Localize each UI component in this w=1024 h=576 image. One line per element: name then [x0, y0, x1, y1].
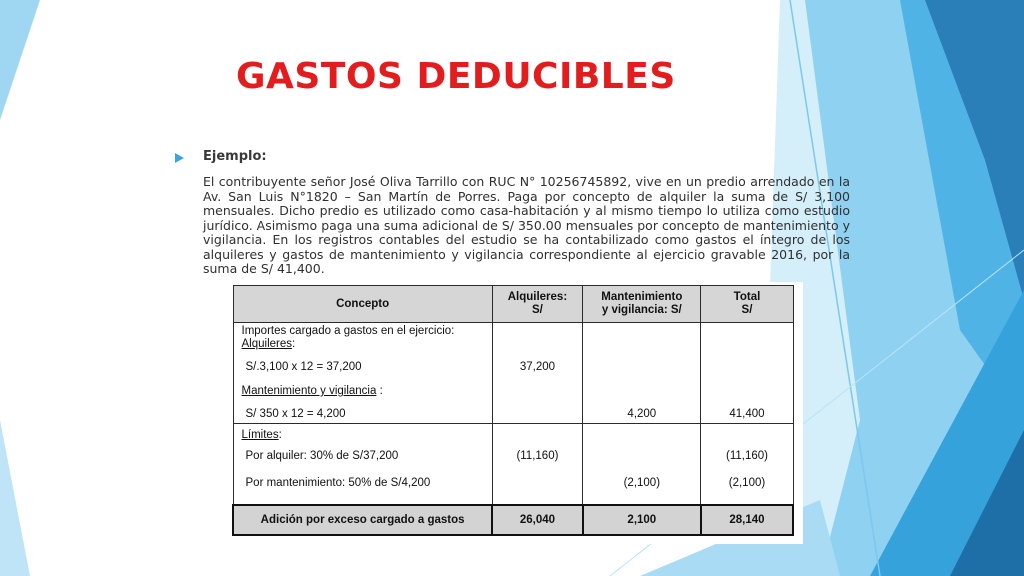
cell-limites-mant [583, 424, 701, 506]
bullet-label: Ejemplo: [203, 149, 267, 164]
page-title: GASTOS DEDUCIBLES [236, 56, 676, 97]
footer-total: 28,140 [701, 505, 793, 535]
por-mant-total: (2,100) [728, 477, 766, 489]
table-footer-row [233, 505, 793, 535]
por-alquiler-value: (11,160) [516, 450, 559, 462]
cell-limites-alquileres [492, 424, 582, 506]
example-paragraph: El contribuyente señor José Oliva Tarrillo con RUC N° 10256745892, vive en un predio arrendado en la Av. San Luis N°1820 – San Martín de Porres. Paga por concepto de alquiler la suma de S/ 3,100 mensuales. Dicho predio es utilizado como casa-habitación y al mismo tiempo lo utiliza como estudio jurídico. Asimismo paga una suma adicional de S/ 350.00 mensuales por concepto de mantenimiento y vigilancia. En los registros contables del estudio se ha contabilizado como gastos el íntegro de los alquileres y gastos de mantenimiento y vigilancia correspondiente al ejercicio gravable 2016, por la suma de S/ 41,400. [203, 174, 850, 276]
cell-limites-concepto [233, 424, 492, 506]
alquileres-label: Alquileres: [241, 338, 296, 350]
cell-importes-total [701, 323, 793, 424]
header-alquileres: Alquileres: S/ [492, 286, 582, 323]
cell-importes-mant [583, 323, 701, 424]
alquileres-value: 37,200 [519, 361, 556, 373]
table-row-importes [233, 323, 793, 424]
deductible-expenses-table [232, 285, 794, 536]
por-alquiler-text: Por alquiler: 30% de S/37,200 [245, 450, 399, 462]
table-row-limites [233, 424, 793, 506]
cell-limites-total [701, 424, 793, 506]
cell-importes-alquileres [492, 323, 582, 424]
cell-importes-concepto [233, 323, 492, 424]
left-deco-shape-bottom [0, 420, 30, 576]
header-total: Total S/ [701, 286, 793, 323]
footer-alquileres: 26,040 [492, 505, 582, 535]
mant-calc: S/ 350 x 12 = 4,200 [245, 408, 346, 420]
importes-total-value: 41,400 [729, 408, 765, 420]
header-mantenimiento: Mantenimiento y vigilancia: S/ [583, 286, 701, 323]
header-concepto: Concepto [233, 286, 492, 323]
mant-label: Mantenimiento y vigilancia : [241, 385, 383, 397]
footer-label: Adición por exceso cargado a gastos [233, 505, 492, 535]
importes-intro: Importes cargado a gastos en el ejercicio: [241, 325, 455, 337]
mant-value: 4,200 [627, 408, 657, 420]
table-header-row [233, 286, 793, 323]
bullet-arrow-icon [175, 153, 184, 163]
left-deco-shape [0, 0, 40, 120]
footer-mant: 2,100 [583, 505, 701, 535]
por-mant-text: Por mantenimiento: 50% de S/4,200 [245, 477, 431, 489]
por-alquiler-total: (11,160) [726, 450, 768, 462]
limites-label: Límites: [241, 429, 282, 441]
table-card [229, 282, 803, 544]
alquileres-calc: S/.3,100 x 12 = 37,200 [245, 361, 362, 373]
por-mant-value: (2,100) [623, 477, 661, 489]
